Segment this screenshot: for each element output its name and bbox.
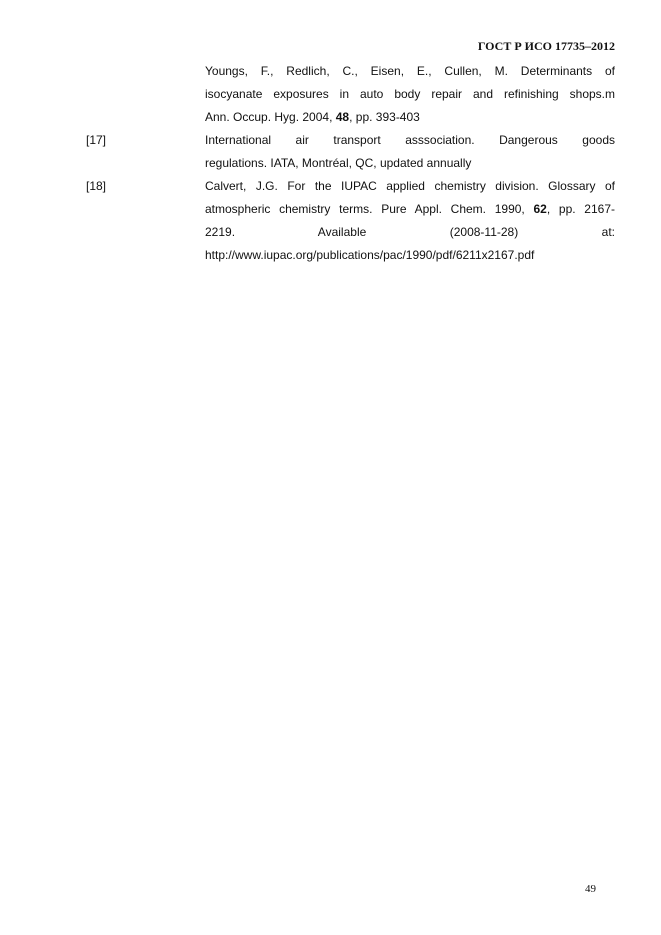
- reference-text: Ann. Occup. Hyg. 2004,: [205, 110, 336, 124]
- page-number: 49: [585, 883, 596, 895]
- reference-text: , pp. 2167-: [546, 202, 615, 216]
- reference-line: Calvert, J.G. For the IUPAC applied chemistry division. Glossary of: [205, 179, 615, 193]
- reference-line: isocyanate exposures in auto body repair and refinishing shops.m: [205, 87, 615, 101]
- reference-volume: 62: [533, 202, 547, 216]
- reference-number: [17]: [86, 133, 107, 147]
- reference-line: International air transport asssociation. Dangerous goods: [205, 133, 615, 147]
- reference-text: atmospheric chemistry terms. Pure Appl. Chem. 1990,: [205, 202, 534, 216]
- reference-text: regulations. IATA, Montréal, QC, updated annually: [205, 156, 472, 170]
- reference-number: [18]: [86, 179, 107, 193]
- reference-line: [205, 106, 615, 129]
- reference-line: 2219. Available (2008-11-28) at:: [205, 225, 615, 239]
- reference-line: [205, 198, 615, 221]
- reference-link[interactable]: http://www.iupac.org/publications/pac/1990/pdf/6211x2167.pdf: [205, 248, 535, 262]
- document-standard-code: ГОСТ Р ИСО 17735–2012: [477, 39, 615, 53]
- reference-line: Youngs, F., Redlich, C., Eisen, E., Cullen, M. Determinants of: [205, 64, 615, 78]
- reference-text: , pp. 393-403: [349, 110, 420, 124]
- reference-line: [205, 152, 615, 175]
- reference-volume: 48: [335, 110, 350, 124]
- reference-url[interactable]: [205, 244, 615, 267]
